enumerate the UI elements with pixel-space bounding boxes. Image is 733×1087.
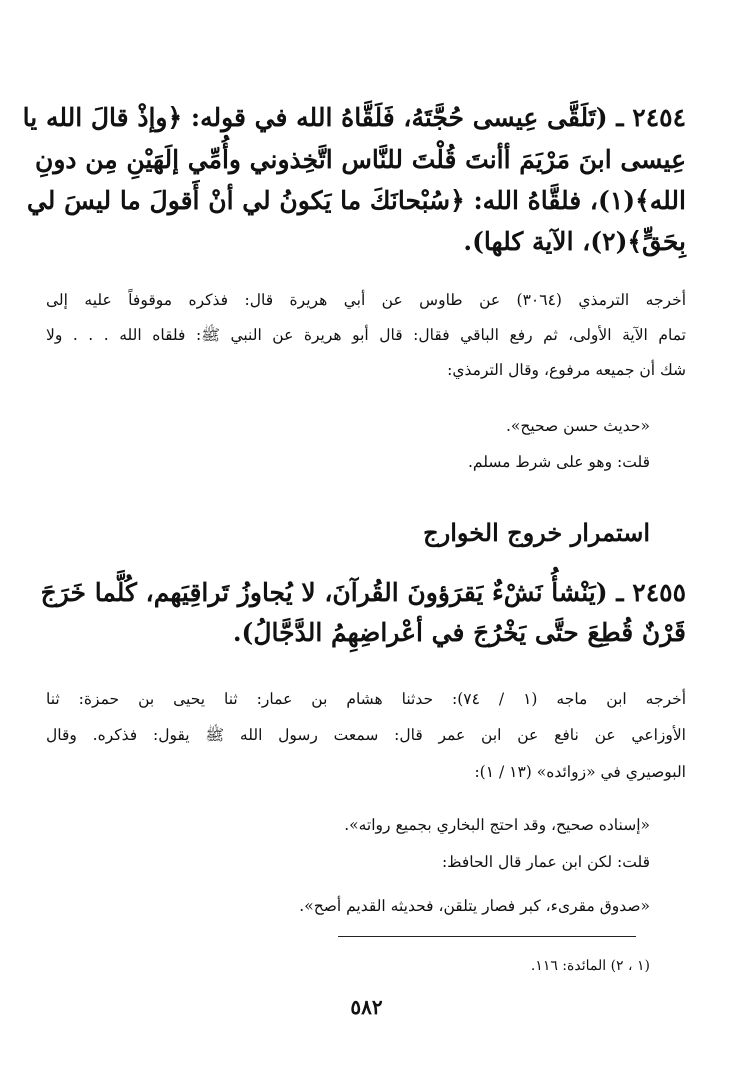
quote-2455-b: «صدوق مقرىء، كبر فصار يتلقن، فحديثه القديم أصح». xyxy=(299,897,650,915)
hadith-2455-line-2: قَرْنٌ قُطِعَ حتَّى يَخْرُجَ في أعْراضِهِمُ الدَّجَّالُ). xyxy=(232,618,686,647)
quote-2454: «حديث حسن صحيح». xyxy=(505,417,650,435)
comment-2454: قلت: وهو على شرط مسلم. xyxy=(467,453,650,471)
quote-2455-a: «إسناده صحيح، وقد احتج البخاري بجميع رواته». xyxy=(344,816,650,834)
hadith-2454-line-4: بِحَقٍّ﴾(٢)، الآية كلها). xyxy=(463,227,686,256)
takhrij-2455-line-1: أخرجه ابن ماجه (١ / ٧٤): حدثنا هشام بن عمار: ثنا يحيى بن حمزة: ثنا xyxy=(46,690,687,708)
takhrij-2455-line-3: البوصيري في «زوائده» (١٣ / ١): xyxy=(474,763,686,781)
hadith-2454-line-3: الله﴾(١)، فلقَّاهُ الله: ﴿سُبْحانَكَ ما يَكونُ لي أنْ أَقولَ ما ليسَ لي xyxy=(26,186,686,215)
footnote-separator xyxy=(338,936,636,937)
takhrij-2454-line-1: أخرجه الترمذي (٣٠٦٤) عن طاوس عن أبي هريرة قال: فذكره موقوفاً عليه إلى xyxy=(46,291,686,309)
hadith-2454-line-1: ٢٤٥٤ ـ (تَلَقَّى عِيسى حُجَّتَهُ، فَلَقَّاهُ الله في قوله: ﴿وإذْ قالَ الله يا xyxy=(22,103,686,132)
hadith-2455-line-1: ٢٤٥٥ ـ (يَنْشأُ نَشْءٌ يَقرَؤونَ القُرآنَ، لا يُجاوزُ تَراقِيَهم، كُلَّما خَرَجَ xyxy=(40,578,686,607)
hadith-2454-line-2: عِيسى ابنَ مَرْيَمَ أأنتَ قُلْتَ للنَّاس اتَّخِذوني وأُمِّي إلَهَيْنِ مِن دونِ xyxy=(34,145,686,174)
section-heading: استمرار خروج الخوارج xyxy=(423,518,650,547)
takhrij-2454-line-2: تمام الآية الأولى، ثم رفع الباقي فقال: قال أبو هريرة عن النبي ﷺ: فلقاه الله . . . ولا xyxy=(46,326,686,344)
comment-2455: قلت: لكن ابن عمار قال الحافظ: xyxy=(441,853,650,871)
page-number: ٥٨٢ xyxy=(350,995,383,1019)
takhrij-2455-line-2: الأوزاعي عن نافع عن ابن عمر قال: سمعت رسول الله ﷺ يقول: فذكره. وقال xyxy=(46,726,686,744)
takhrij-2454-line-3: شك أن جميعه مرفوع، وقال الترمذي: xyxy=(447,361,686,379)
footnote: (١ ، ٢) المائدة: ١١٦. xyxy=(530,958,650,974)
